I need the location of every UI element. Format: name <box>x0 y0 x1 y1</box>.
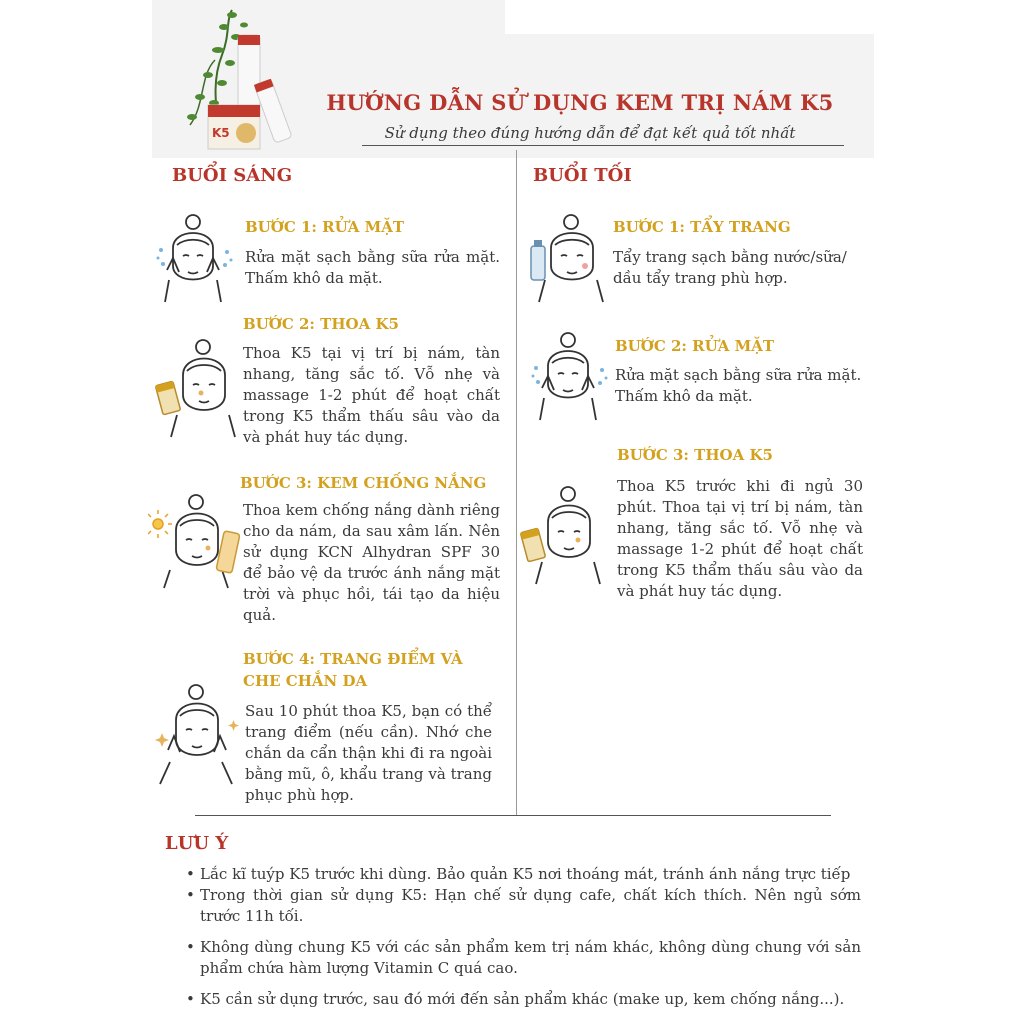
product-plant-illustration-icon <box>160 5 310 153</box>
morning-step4-title-line1: BƯỚC 4: TRANG ĐIỂM VÀ <box>243 650 463 668</box>
notes-rule <box>195 815 831 816</box>
page-subtitle: Sử dụng theo đúng hướng dẫn để đạt kết quả tốt nhất <box>384 124 796 142</box>
header-notch <box>505 0 874 34</box>
evening-step2-text: Rửa mặt sạch bằng sữa rửa mặt. Thấm khô da mặt. <box>615 366 862 405</box>
face-makeup-icon <box>150 680 240 790</box>
evening-step3-title: BƯỚC 3: THOA K5 <box>617 446 773 464</box>
evening-step3-text: Thoa K5 trước khi đi ngủ 30 phút. Thoa tại vị trí bị nám, tàn nhang, tăng sắc tố. Vỗ nhẹ và massage 1-2 phút để hoạt chất trong K5 thẩm thấu sâu vào da và phát huy tác dụng. <box>617 477 863 600</box>
notes-list <box>186 864 861 1010</box>
note-item: • Không dùng chung K5 với các sản phẩm kem trị nám khác, không dùng chung với sản phẩm chứa hàm lượng Vitamin C quá cao. <box>186 937 861 979</box>
morning-section-title: BUỔI SÁNG <box>172 165 293 186</box>
note-item: • K5 cần sử dụng trước, sau đó mới đến sản phẩm khác (make up, kem chống nắng...). <box>186 989 861 1010</box>
face-applying-cream-icon <box>155 335 240 440</box>
column-divider <box>516 150 517 815</box>
evening-step1-title: BƯỚC 1: TẨY TRANG <box>613 218 791 236</box>
morning-step2-title: BƯỚC 2: THOA K5 <box>243 315 399 333</box>
evening-step1-text: Tẩy trang sạch bằng nước/sữa/ dầu tẩy trang phù hợp. <box>613 248 847 287</box>
morning-step3-title: BƯỚC 3: KEM CHỐNG NẮNG <box>240 474 487 492</box>
evening-section-title: BUỔI TỐI <box>533 165 632 186</box>
face-sunscreen-icon <box>148 490 243 590</box>
morning-step3-text: Thoa kem chống nắng dành riêng cho da nám, da sau xâm lấn. Nên sử dụng KCN Alhydran SPF 30 để bảo vệ da trước ánh nắng mặt trời và phục hồi, tái tạo da hiệu quả. <box>243 501 500 624</box>
morning-step2-text: Thoa K5 tại vị trí bị nám, tàn nhang, tăng sắc tố. Vỗ nhẹ và massage 1-2 phút để hoạt chất trong K5 thẩm thấu sâu vào da và phát huy tác dụng. <box>243 344 500 446</box>
header-rule <box>362 145 844 146</box>
note-item: • Trong thời gian sử dụng K5: Hạn chế sử dụng cafe, chất kích thích. Nên ngủ sớm trước 11h tối. <box>186 885 861 927</box>
evening-step2-title: BƯỚC 2: RỬA MẶT <box>615 337 774 355</box>
face-applying-cream-icon <box>520 482 610 587</box>
morning-step4-text: Sau 10 phút thoa K5, bạn có thể trang điểm (nếu cần). Nhớ che chắn da cẩn thận khi đi ra ngoài bằng mũ, ô, khẩu trang và trang phục phù hợp. <box>245 702 492 804</box>
morning-step1-text: Rửa mặt sạch bằng sữa rửa mặt. Thấm khô da mặt. <box>245 248 500 287</box>
morning-step1-title: BƯỚC 1: RỬA MẶT <box>245 218 404 236</box>
face-washing-icon <box>530 328 610 423</box>
morning-step4-title-line2: CHE CHẮN DA <box>243 672 368 690</box>
face-makeup-remover-icon <box>525 210 610 305</box>
page-title: HƯỚNG DẪN SỬ DỤNG KEM TRỊ NÁM K5 <box>326 90 834 115</box>
product-box-label: K5 <box>212 126 230 140</box>
note-item: • Lắc kĩ tuýp K5 trước khi dùng. Bảo quản K5 nơi thoáng mát, tránh ánh nắng trực tiếp <box>186 864 861 885</box>
face-washing-icon <box>155 210 235 305</box>
notes-title: LƯU Ý <box>165 833 229 854</box>
